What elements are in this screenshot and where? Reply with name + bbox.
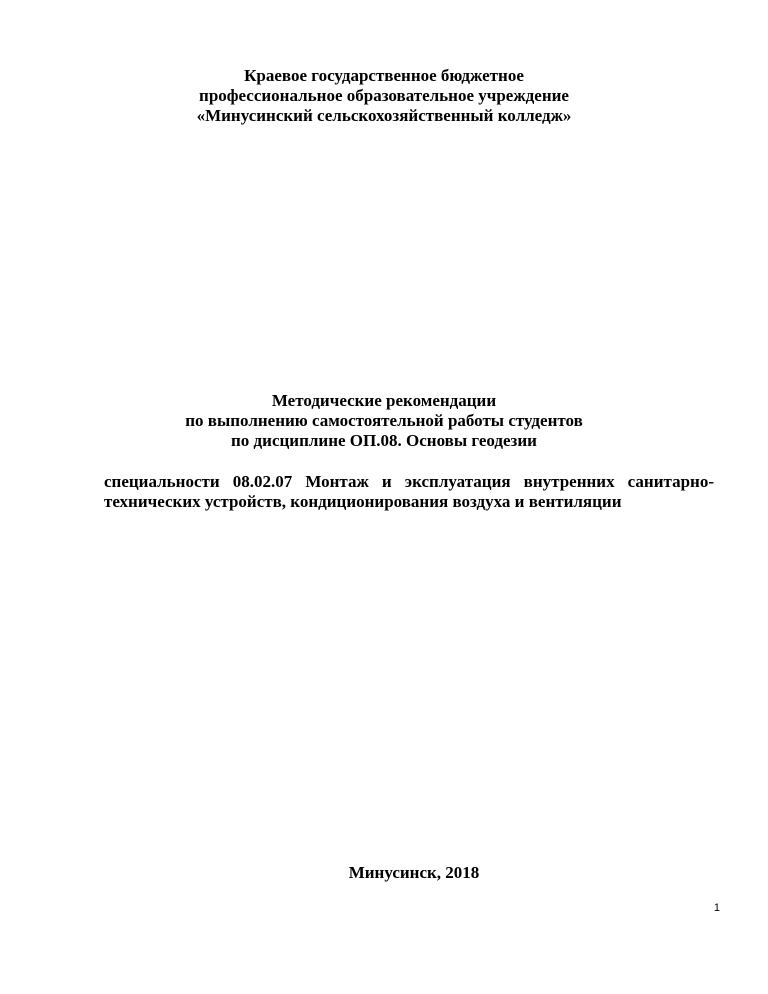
institution-line-3: «Минусинский сельскохозяйственный колледж» <box>196 106 572 125</box>
institution-line-1: Краевое государственное бюджетное <box>244 66 524 85</box>
page-number: 1 <box>713 902 720 914</box>
title-line-2: по выполнению самостоятельной работы студентов <box>185 411 583 430</box>
city-year: Минусинск, 2018 <box>348 863 480 882</box>
document-title <box>100 391 668 451</box>
title-line-1: Методические рекомендации <box>271 391 497 410</box>
specialty-description <box>104 472 714 512</box>
institution-header <box>100 66 668 126</box>
specialty-line-1: специальности 08.02.07 Монтаж и эксплуатация внутренних санитарно- <box>104 472 714 491</box>
title-line-3: по дисциплине ОП.08. Основы геодезии <box>231 431 537 450</box>
institution-line-2: профессиональное образовательное учреждение <box>199 86 569 105</box>
specialty-line-2: технических устройств, кондиционирования воздуха и вентиляции <box>104 492 622 511</box>
